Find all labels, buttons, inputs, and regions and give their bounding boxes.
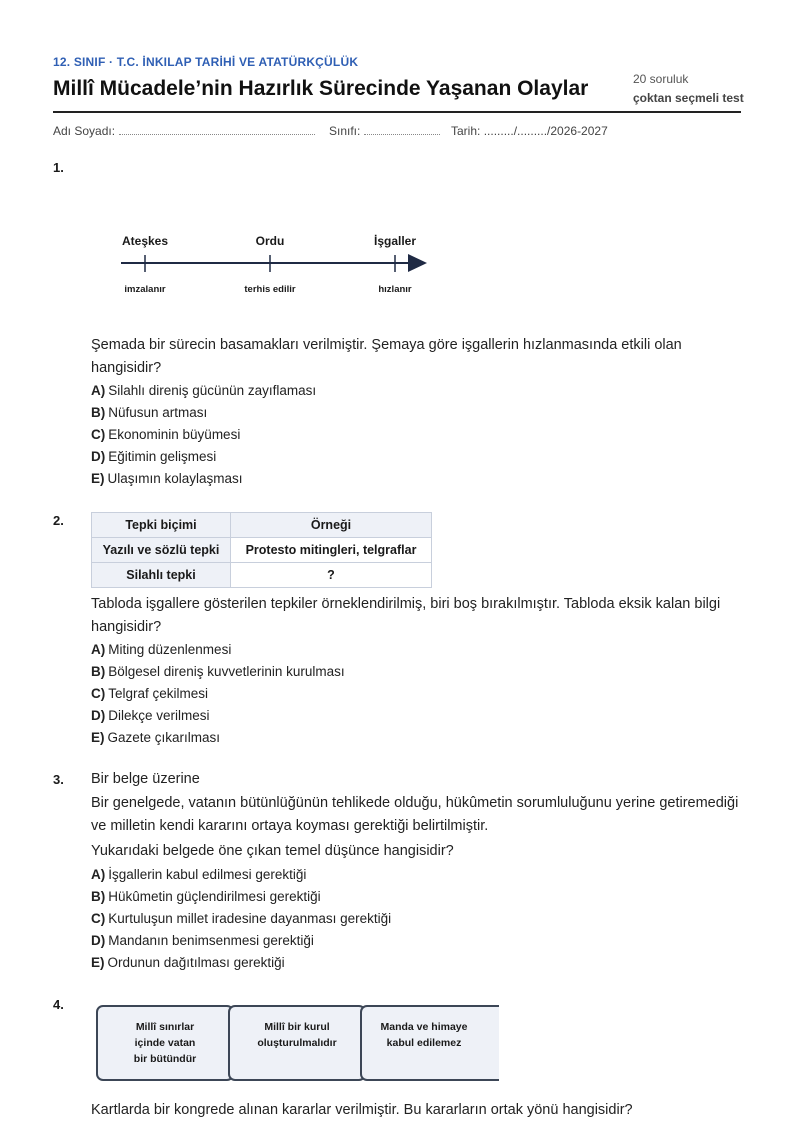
q2-option-a[interactable] <box>91 642 231 657</box>
option-text: Ekonominin büyümesi <box>108 427 241 442</box>
option-text: Eğitimin gelişmesi <box>108 449 217 464</box>
timeline-sublabel-3: hızlanır <box>378 284 412 295</box>
table-cell: Protesto mitingleri, telgraflar <box>231 538 432 563</box>
option-letter: E) <box>91 730 105 745</box>
option-text: Telgraf çekilmesi <box>108 686 209 701</box>
option-text: Dilekçe verilmesi <box>108 708 210 723</box>
question-4-stem: Kartlarda bir kongrede alınan kararlar verilmiştir. Bu kararların ortak yönü hangisidir? <box>91 1102 633 1118</box>
reaction-table <box>91 512 432 588</box>
timeline-arrowhead <box>408 254 427 272</box>
q3-option-d[interactable] <box>91 933 314 948</box>
test-type: çoktan seçmeli test <box>633 91 744 105</box>
question-3-passage: Bir genelgede, vatanın bütünlüğünün tehlikede olduğu, hükûmetin sorumluluğunu yerine getiremediği ve milletin kendi kararını ortaya koyması gerektiği belirtilmiştir. <box>91 795 739 834</box>
timeline-label-1: Ateşkes <box>121 234 169 248</box>
decision-card-2 <box>228 1005 366 1081</box>
class-label: Sınıfı: <box>329 124 361 138</box>
header-divider <box>53 111 741 113</box>
name-blank <box>119 124 315 135</box>
option-text: Hükûmetin güçlendirilmesi gerektiği <box>108 889 321 904</box>
question-3-intro: Bir belge üzerine <box>91 771 200 787</box>
option-text: Silahlı direniş gücünün zayıflaması <box>108 383 317 398</box>
timeline-label-2: Ordu <box>255 234 285 248</box>
option-text: Ulaşımın kolaylaşması <box>107 471 243 486</box>
table-row <box>92 563 432 588</box>
option-text: Kurtuluşun millet iradesine dayanması gerektiği <box>108 911 392 926</box>
timeline-sublabel-2: terhis edilir <box>244 284 296 295</box>
question-1-stem: Şemada bir sürecin basamakları verilmiştir. Şemaya göre işgallerin hızlanmasında etkili olan hangisidir? <box>91 337 682 376</box>
question-3-stem: Yukarıdaki belgede öne çıkan temel düşünce hangisidir? <box>91 843 454 859</box>
option-text: İşgallerin kabul edilmesi gerektiği <box>108 867 307 882</box>
class-field[interactable] <box>329 124 440 138</box>
question-2-stem: Tabloda işgallere gösterilen tepkiler örneklendirilmiş, biri boş bırakılmıştır. Tabloda eksik kalan bilgi hangisidir? <box>91 596 721 635</box>
table-header-row <box>92 513 432 538</box>
option-letter: A) <box>91 867 106 882</box>
q1-option-c[interactable] <box>91 427 240 442</box>
option-text: Bölgesel direniş kuvvetlerinin kurulması <box>108 664 345 679</box>
option-letter: A) <box>91 383 106 398</box>
option-letter: A) <box>91 642 106 657</box>
q2-option-c[interactable] <box>91 686 208 701</box>
q1-option-a[interactable] <box>91 383 316 398</box>
q2-option-e[interactable] <box>91 730 220 745</box>
option-text: Gazete çıkarılması <box>107 730 221 745</box>
question-3-number: 3. <box>53 772 64 787</box>
q3-option-e[interactable] <box>91 955 285 970</box>
q1-option-b[interactable] <box>91 405 207 420</box>
option-text: Nüfusun artması <box>108 405 208 420</box>
option-letter: C) <box>91 686 106 701</box>
option-letter: E) <box>91 471 105 486</box>
date-value: ........./........./2026-2027 <box>483 124 608 138</box>
question-count: 20 soruluk <box>633 72 689 86</box>
q2-option-b[interactable] <box>91 664 345 679</box>
option-letter: C) <box>91 427 106 442</box>
question-2-number: 2. <box>53 513 64 528</box>
option-letter: D) <box>91 933 106 948</box>
table-cell: Silahlı tepki <box>92 563 231 588</box>
name-label: Adı Soyadı: <box>53 124 116 138</box>
q3-option-a[interactable] <box>91 867 306 882</box>
option-letter: B) <box>91 664 106 679</box>
table-header: Örneği <box>231 513 432 538</box>
option-letter: E) <box>91 955 105 970</box>
table-cell: ? <box>231 563 432 588</box>
question-1-number: 1. <box>53 160 64 175</box>
date-label: Tarih: <box>451 124 481 138</box>
class-blank <box>364 124 440 135</box>
q1-option-d[interactable] <box>91 449 216 464</box>
card-text: Manda ve himaye kabul edilemez <box>380 1021 468 1049</box>
option-letter: D) <box>91 449 106 464</box>
q2-option-d[interactable] <box>91 708 210 723</box>
timeline-sublabel-1: imzalanır <box>124 284 166 295</box>
table-cell: Yazılı ve sözlü tepki <box>92 538 231 563</box>
name-field[interactable] <box>53 124 315 138</box>
q1-option-e[interactable] <box>91 471 243 486</box>
decision-card-1 <box>96 1005 234 1081</box>
card-text: Millî bir kurul oluşturulmalıdır <box>257 1021 337 1049</box>
option-letter: B) <box>91 405 106 420</box>
option-text: Ordunun dağıtılması gerektiği <box>107 955 285 970</box>
page-title: Millî Mücadele’nin Hazırlık Sürecinde Yaşanan Olaylar <box>53 77 589 100</box>
card-text: Millî sınırlar içinde vatan bir bütündür <box>133 1021 197 1065</box>
option-text: Miting düzenlenmesi <box>108 642 232 657</box>
option-letter: B) <box>91 889 106 904</box>
course-label: 12. SINIF · T.C. İNKILAP TARİHİ VE ATATÜRKÇÜLÜK <box>53 55 359 69</box>
q3-option-c[interactable] <box>91 911 391 926</box>
option-letter: D) <box>91 708 106 723</box>
date-field[interactable] <box>451 124 608 138</box>
q3-option-b[interactable] <box>91 889 321 904</box>
table-header: Tepki biçimi <box>92 513 231 538</box>
question-4-number: 4. <box>53 997 64 1012</box>
timeline-label-3: İşgaller <box>373 234 417 248</box>
option-letter: C) <box>91 911 106 926</box>
option-text: Mandanın benimsenmesi gerektiği <box>108 933 314 948</box>
table-row <box>92 538 432 563</box>
decision-card-3 <box>360 1005 499 1081</box>
